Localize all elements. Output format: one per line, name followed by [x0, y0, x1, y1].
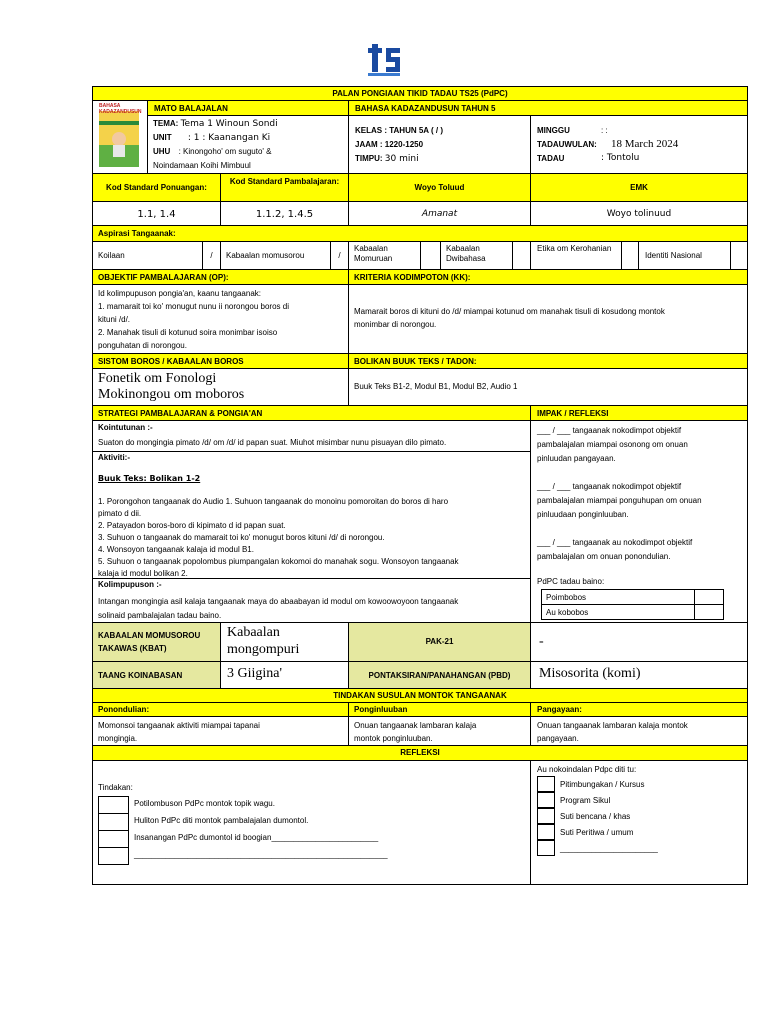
- pdpc-option: Poimbobos: [541, 589, 695, 605]
- tindakan-col-head: Pangayaan:: [530, 702, 748, 717]
- objektif-content: [92, 284, 349, 354]
- pak21-value: -: [530, 622, 748, 662]
- impak-line: ___ / ___ tangaanak nokodimpot objektif: [537, 426, 682, 435]
- aktiviti-step: 2. Patayadon boros-boro di kipimato d id papan suat.: [98, 521, 286, 530]
- sistom-label: SISTOM BOROS / KABAALAN BOROS: [92, 353, 349, 369]
- kolimpupuson-cell: [92, 578, 531, 623]
- form-title: PALAN PONGIAAN TIKID TADAU TS25 (PdPC): [92, 86, 748, 101]
- emk-value: Woyo tolinuud: [530, 201, 748, 226]
- refleksi-checkbox[interactable]: [537, 808, 555, 824]
- tindakan-line: mongingia.: [98, 734, 138, 743]
- refleksi-checkbox[interactable]: [537, 824, 555, 840]
- tadau-label: TADAU: [537, 154, 565, 163]
- refleksi-left: [92, 760, 531, 885]
- refleksi-checkbox[interactable]: [537, 792, 555, 808]
- impak-line: pambalajalan miampai ponguhupan om onuan: [537, 496, 702, 505]
- kbat-value: Kabaalan: [227, 625, 280, 640]
- book-cover-image: [99, 111, 139, 167]
- aspirasi-mark: [420, 241, 441, 270]
- tindakan-col-head: Ponginluuban: [348, 702, 531, 717]
- minggu-label: MINGGU: [537, 126, 570, 135]
- kointutunan-label: Kointutunan :-: [98, 423, 153, 432]
- impak-line: pambalajalan om onuan ponondulian.: [537, 552, 671, 561]
- tindakan-refleksi-label: Tindakan:: [98, 783, 133, 792]
- kelas-value: KELAS : TAHUN 5A ( / ): [355, 126, 443, 135]
- tindakan-label: TINDAKAN SUSULAN MONTOK TANGAANAK: [92, 688, 748, 703]
- tema-value: Tema 1 Winoun Sondi: [180, 119, 278, 129]
- objektif-line: ponguhatan di norongou.: [98, 341, 187, 350]
- refleksi-item: Potilombuson PdPc montok topik wagu.: [134, 799, 275, 808]
- kod-pambalajaran-label: Kod Standard Pambalajaran:: [220, 173, 349, 202]
- sistom-line-2: Mokinongou om moboros: [98, 387, 245, 402]
- tadau-value: : Tontolu: [601, 153, 640, 163]
- kod-ponuangan-label: Kod Standard Ponuangan:: [92, 173, 221, 202]
- impak-line: pinluudan pangayaan.: [537, 454, 616, 463]
- aspirasi-label: Aspirasi Tangaanak:: [92, 225, 748, 242]
- subject-name: BAHASA KADAZANDUSUN TAHUN 5: [348, 100, 748, 116]
- impak-line: ___ / ___ tangaanak au nokodimpot objektif: [537, 538, 693, 547]
- kod-ponuangan-value: 1.1, 1.4: [92, 201, 221, 226]
- aspirasi-item: Kabaalan Momuruan: [348, 241, 421, 270]
- jaam-value: JAAM : 1220-1250: [355, 140, 424, 149]
- pbd-label: PONTAKSIRAN/PANAHANGAN (PBD): [348, 661, 531, 689]
- timpu-label: TIMPU:: [355, 154, 383, 163]
- kbat-label: TAKAWAS (KBAT): [98, 644, 167, 653]
- refleksi-checkbox[interactable]: [98, 847, 129, 865]
- refleksi-checkbox[interactable]: [98, 796, 129, 814]
- aspirasi-item: Etika om Kerohanian: [530, 241, 622, 270]
- kbat-value-cell: [220, 622, 349, 662]
- unit-label: UNIT: [153, 133, 172, 142]
- objektif-label: OBJEKTIF PAMBALAJARAN (OP):: [92, 269, 349, 285]
- refleksi-reason: Suti Peritiwa / umum: [560, 828, 634, 837]
- aktiviti-cell: [92, 451, 531, 579]
- bolikan-label: BOLIKAN BUUK TEKS / TADON:: [348, 353, 748, 369]
- aktiviti-step: 3. Suhuon o tangaanak do mamarait toi ko' monugut boros kituni /d/ di norongou.: [98, 533, 385, 542]
- refleksi-reason: Program Sikul: [560, 796, 611, 805]
- refleksi-right: [530, 760, 748, 885]
- aktiviti-step: 1. Porongohon tangaanak do Audio 1. Suhuon tangaanak do monoinu pomoroitan do boros di haro: [98, 497, 449, 506]
- kriteria-content: [348, 284, 748, 354]
- date-cell: [530, 115, 748, 174]
- strategi-label: STRATEGI PAMBALAJARAN & PONGIA'AN: [92, 405, 531, 421]
- refleksi-item: Insanangan PdPc dumontol id boogian________________________: [134, 833, 379, 842]
- refleksi-item: Huliton PdPc diti montok pambalajalan dumontol.: [134, 816, 309, 825]
- objektif-line: Id kolimpupuson pongia'an, kaanu tangaanak:: [98, 289, 261, 298]
- objektif-line: 1. mamarait toi ko' monugut nunu ii norongou boros di: [98, 302, 289, 311]
- tindakan-col-body: [348, 716, 531, 746]
- tindakan-col-body: [92, 716, 349, 746]
- kointutunan-text: Suaton do mongingia pimato /d/ om /d/ id papan suat. Miuhot misimbar nunu pisuayan dilo pimato.: [98, 438, 447, 447]
- aktiviti-step: pimato d dii.: [98, 509, 142, 518]
- pak21-label: PAK-21: [348, 622, 531, 662]
- kolimpupuson-label: Kolimpupuson :-: [98, 580, 162, 589]
- pdpc-option: Au kobobos: [541, 604, 695, 620]
- uhu-value-2: Noindamaan Koihi Mimbuul: [153, 161, 251, 170]
- refleksi-item: _________________________________________________________: [134, 850, 388, 859]
- taang-label: TAANG KOINABASAN: [92, 661, 221, 689]
- bolikan-value: Buuk Teks B1-2, Modul B1, Modul B2, Audio 1: [348, 368, 748, 406]
- objektif-line: 2. Manahak tisuli di kotunud soira monimbar isoiso: [98, 328, 278, 337]
- kolimpupuson-line: Intangan mongingia asil kalaja tangaanak maya do abaabayan id modul om kowoowoyoon tangaanak: [98, 597, 459, 606]
- aspirasi-mark: [512, 241, 531, 270]
- refleksi-checkbox[interactable]: [537, 840, 555, 856]
- impak-line: pinluudaan ponginluuban.: [537, 510, 629, 519]
- objektif-line: kituni /d/.: [98, 315, 131, 324]
- woyo-value: Amanat: [348, 201, 531, 226]
- pdpc-checkbox[interactable]: [694, 604, 724, 620]
- impak-line: ___ / ___ tangaanak nokodimpot objektif: [537, 482, 682, 491]
- refleksi-reason: Suti bencana / khas: [560, 812, 631, 821]
- au-nokoindalan-label: Au nokoindalan Pdpc diti tu:: [537, 765, 637, 774]
- unit-value: : 1 : Kaanangan Ki: [187, 133, 271, 143]
- impak-cell: [530, 420, 748, 623]
- emk-label: EMK: [530, 173, 748, 202]
- refleksi-reason: ______________________: [560, 844, 658, 853]
- kbat-value: mongompuri: [227, 642, 300, 657]
- tindakan-col-body: [530, 716, 748, 746]
- tindakan-col-head: Ponondulian:: [92, 702, 349, 717]
- pbd-value: Misosorita (komi): [530, 661, 748, 689]
- kod-pambalajaran-value: 1.1.2, 1.4.5: [220, 201, 349, 226]
- sistom-content: [92, 368, 349, 406]
- pdpc-checkbox[interactable]: [694, 589, 724, 605]
- aktiviti-step: 4. Wonsoyon tangaanak kalaja id modul B1.: [98, 545, 254, 554]
- kriteria-label: KRITERIA KODIMPOTON (KK):: [348, 269, 748, 285]
- aspirasi-item: Koilaan: [92, 241, 203, 270]
- tindakan-line: montok ponginluuban.: [354, 734, 433, 743]
- kointutunan-cell: [92, 420, 531, 452]
- taang-value: 3 Giigina': [220, 661, 349, 689]
- tindakan-line: Onuan tangaanak lambaran kalaja montok: [537, 721, 688, 730]
- topic-cell: [147, 115, 349, 174]
- minggu-value: : :: [601, 126, 608, 135]
- kbat-label: KABAALAN MOMUSOROU: [98, 631, 201, 640]
- kriteria-line: Mamarait boros di kituni do /d/ miampai kotunud om manahak tisuli di kosudong montok: [354, 307, 665, 316]
- tadauwulan-value: 18 March 2024: [611, 138, 679, 150]
- class-cell: [348, 115, 531, 174]
- aspirasi-mark: /: [202, 241, 221, 270]
- refleksi-checkbox[interactable]: [98, 830, 129, 848]
- tindakan-line: pangayaan.: [537, 734, 579, 743]
- mato-label: MATO BALAJALAN: [147, 100, 349, 116]
- tindakan-line: Momonsoi tangaanak aktiviti miampai tapanai: [98, 721, 260, 730]
- book-cover-cell: [92, 100, 148, 174]
- pdpc-label: PdPC tadau baino:: [537, 577, 605, 586]
- impak-line: pambalajalan miampai osonong om onuan: [537, 440, 688, 449]
- buuk-teks-label: Buuk Teks: Bolikan 1-2: [98, 474, 201, 483]
- tadauwulan-label: TADAUWULAN:: [537, 140, 597, 149]
- aspirasi-mark: /: [330, 241, 349, 270]
- aspirasi-item: Identiti Nasional: [638, 241, 731, 270]
- aktiviti-step: kalaja id modul bolikan 2.: [98, 569, 188, 578]
- sistom-line-1: Fonetik om Fonologi: [98, 371, 217, 386]
- uhu-label: UHU: [153, 147, 171, 156]
- tindakan-line: Onuan tangaanak lambaran kalaja: [354, 721, 477, 730]
- aspirasi-item: Kabaalan Dwibahasa: [440, 241, 513, 270]
- aspirasi-mark: [621, 241, 639, 270]
- aktiviti-step: 5. Suhuon o tangaanak popolombus piumpangalan kokomoi do manahak sogu. Wonsoyon tangaanak: [98, 557, 459, 566]
- aspirasi-mark: [730, 241, 748, 270]
- impak-label: IMPAK / REFLEKSI: [530, 405, 748, 421]
- ts25-logo: [366, 42, 402, 78]
- kbat-label-cell: [92, 622, 221, 662]
- refleksi-reason: Pitimbungakan / Kursus: [560, 780, 645, 789]
- aspirasi-item: Kabaalan momusorou: [220, 241, 331, 270]
- aktiviti-label: Aktiviti:-: [98, 453, 130, 462]
- kriteria-line: monimbar di norongou.: [354, 320, 437, 329]
- kolimpupuson-line: solinaid pambalajalan tadau baino.: [98, 611, 222, 620]
- book-cover-title: BAHASA KADAZANDUSUN: [99, 103, 142, 115]
- tema-label: TEMA:: [153, 119, 179, 128]
- woyo-label: Woyo Toluud: [348, 173, 531, 202]
- refleksi-checkbox[interactable]: [98, 813, 129, 831]
- timpu-value: 30 mini: [384, 154, 419, 164]
- refleksi-label: REFLEKSI: [92, 745, 748, 761]
- refleksi-checkbox[interactable]: [537, 776, 555, 792]
- uhu-value-1: : Kinongoho' om suguto' &: [178, 147, 272, 156]
